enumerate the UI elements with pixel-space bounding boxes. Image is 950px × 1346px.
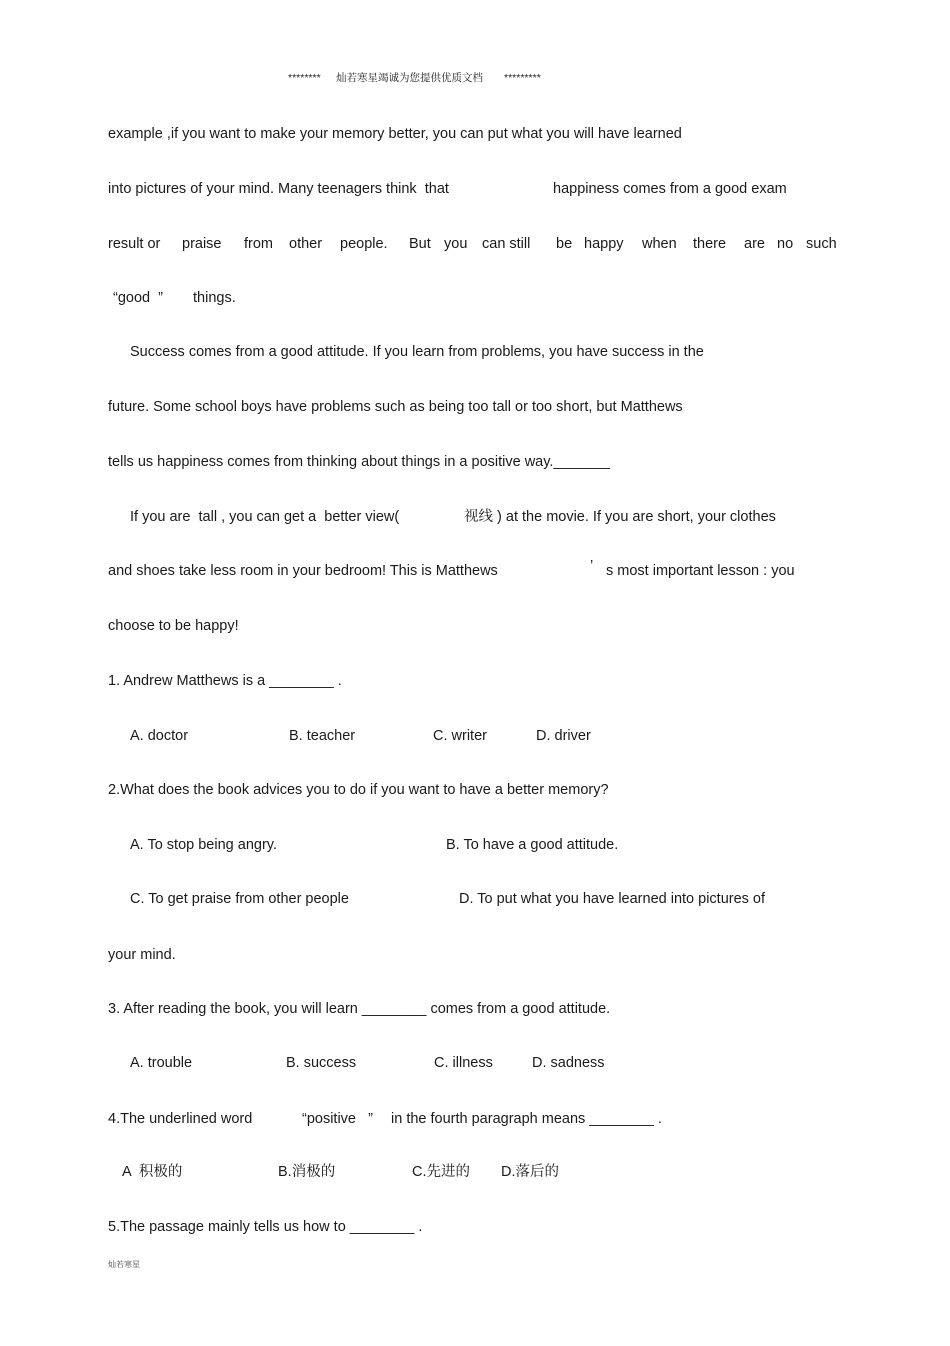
quoted-good: “good ” xyxy=(113,290,163,306)
q1-option-b: B. teacher xyxy=(289,728,356,744)
passage-word: such xyxy=(806,236,837,252)
paragraph-3-line-2c: s most important lesson : you xyxy=(606,563,795,579)
passage-word: when xyxy=(642,236,677,252)
question-4a: 4.The underlined word xyxy=(108,1111,253,1127)
q1-option-c: C. writer xyxy=(433,728,487,744)
q3-option-b: B. success xyxy=(286,1055,357,1071)
footer-text: 灿若寒星 xyxy=(108,1260,140,1269)
q2-option-d-continued: your mind. xyxy=(108,947,176,963)
paragraph-2-line-1: Success comes from a good attitude. If you learn from problems, you have success in the xyxy=(130,344,704,360)
q2-option-d: D. To put what you have learned into pictures of xyxy=(459,891,766,907)
passage-word: there xyxy=(693,236,727,252)
q2-option-a: A. To stop being angry. xyxy=(130,837,277,853)
apostrophe: ’ xyxy=(590,558,594,574)
passage-word: no xyxy=(777,236,794,252)
question-4c: in the fourth paragraph means ________ . xyxy=(391,1111,662,1127)
passage-word: people. xyxy=(340,236,388,252)
q4-option-d: D.落后的 xyxy=(501,1164,559,1180)
question-5: 5.The passage mainly tells us how to ________ . xyxy=(108,1219,423,1235)
passage-line-2a: into pictures of your mind. Many teenagers think that xyxy=(108,181,449,197)
q3-option-a: A. trouble xyxy=(130,1055,193,1071)
header-left-stars: ******** xyxy=(288,72,321,84)
q1-option-d: D. driver xyxy=(536,728,591,744)
passage-word: result or xyxy=(108,236,161,252)
paragraph-2-line-3 xyxy=(108,453,610,471)
paragraph-2-text: tells us happiness comes from thinking about things in a positive way. xyxy=(108,454,554,470)
question-2: 2.What does the book advices you to do if you want to have a better memory? xyxy=(108,782,609,798)
passage-word: But xyxy=(409,236,431,252)
question-3: 3. After reading the book, you will learn ________ comes from a good attitude. xyxy=(108,1001,611,1017)
passage-line-2b: happiness comes from a good exam xyxy=(553,181,787,197)
passage-word: are xyxy=(744,236,765,252)
passage-word: be xyxy=(556,236,573,252)
question-1: 1. Andrew Matthews is a ________ . xyxy=(108,673,342,689)
q1-option-a: A. doctor xyxy=(130,728,189,744)
header-right-stars: ********* xyxy=(504,72,541,84)
passage-line-1: example ,if you want to make your memory better, you can put what you will have learned xyxy=(108,126,682,142)
passage-word: can still xyxy=(482,236,531,252)
q2-option-c: C. To get praise from other people xyxy=(130,891,349,907)
q3-option-d: D. sadness xyxy=(532,1055,605,1071)
passage-word: other xyxy=(289,236,323,252)
q4-option-c: C.先进的 xyxy=(412,1164,470,1180)
q4-option-b: B.消极的 xyxy=(278,1164,336,1180)
q3-option-c: C. illness xyxy=(434,1055,493,1071)
passage-line-4b: things. xyxy=(193,290,236,306)
paragraph-3-line-3: choose to be happy! xyxy=(108,618,239,634)
passage-word: praise xyxy=(182,236,222,252)
passage-word: from xyxy=(244,236,273,252)
paragraph-3-line-1a: If you are tall , you can get a better view( xyxy=(130,509,400,525)
passage-word: happy xyxy=(584,236,624,252)
answer-blank: _______ xyxy=(553,454,610,470)
paragraph-3-line-2a: and shoes take less room in your bedroom! This is Matthews xyxy=(108,563,498,579)
quoted-positive: “positive ” xyxy=(302,1111,373,1127)
q4-option-a: A 积极的 xyxy=(122,1164,183,1180)
paragraph-2-line-2: future. Some school boys have problems such as being too tall or too short, but Matthews xyxy=(108,399,683,415)
paragraph-3-line-1b: 视线 ) at the movie. If you are short, your clothes xyxy=(464,509,776,525)
q2-option-b: B. To have a good attitude. xyxy=(446,837,619,853)
header-title: 灿若寒星竭诚为您提供优质文档 xyxy=(336,72,483,84)
passage-word: you xyxy=(444,236,468,252)
